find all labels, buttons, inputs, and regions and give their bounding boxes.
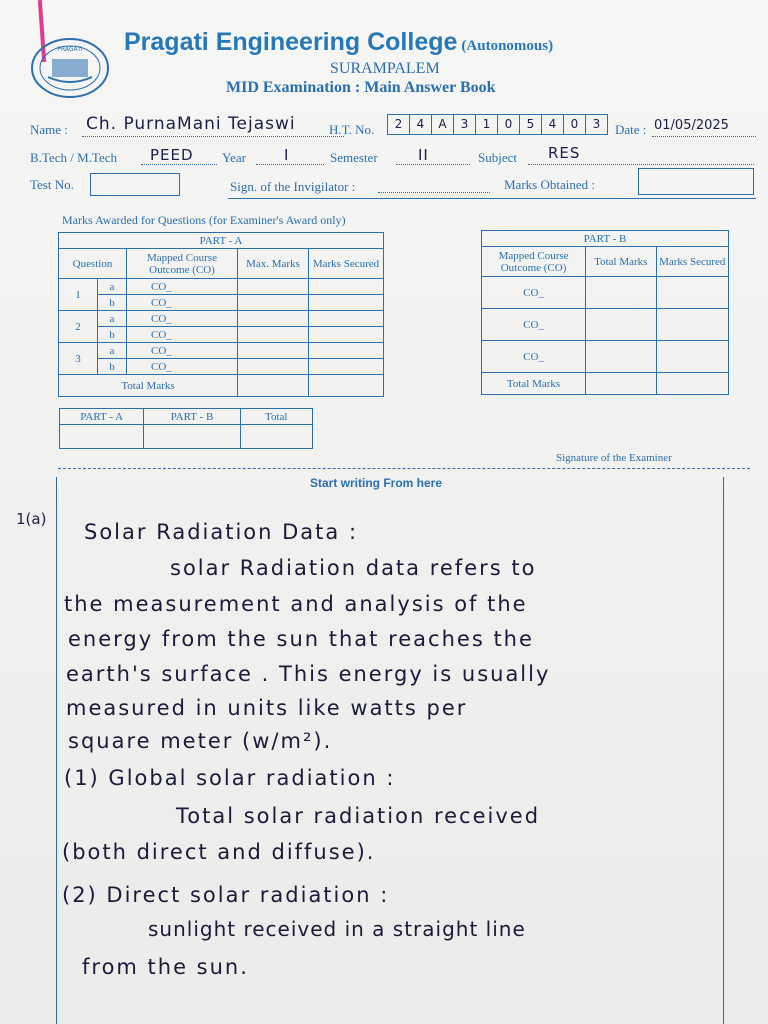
part-a-total-label: Total Marks xyxy=(59,375,238,397)
co-cell: CO_ xyxy=(482,277,586,309)
year-line xyxy=(256,164,324,165)
summary-part-b: PART - B xyxy=(144,409,240,425)
htno-digit: 2 xyxy=(387,114,410,135)
invigilator-line xyxy=(378,192,490,193)
marks-obtained-label: Marks Obtained : xyxy=(504,177,595,192)
htno-digit: 4 xyxy=(409,114,432,135)
answer-line: (2) Direct solar radiation : xyxy=(62,883,390,907)
co-cell: CO_ xyxy=(127,327,238,343)
co-cell: CO_ xyxy=(127,279,238,295)
subject-line xyxy=(528,164,754,165)
q-sub: a xyxy=(98,343,127,359)
co-cell: CO_ xyxy=(482,309,586,341)
summary-table xyxy=(59,408,313,449)
htno-digit: 0 xyxy=(563,114,586,135)
semester-line xyxy=(396,164,470,165)
course-value: PEED xyxy=(150,146,194,164)
col-co: Mapped Course Outcome (CO) xyxy=(127,249,238,279)
answer-line: solar Radiation data refers to xyxy=(170,556,537,580)
college-title: Pragati Engineering College (Autonomous) xyxy=(124,28,554,56)
college-logo-icon xyxy=(30,37,110,99)
part-b-total-label: Total Marks xyxy=(482,373,586,395)
summary-part-a: PART - A xyxy=(60,409,144,425)
summary-total: Total xyxy=(240,409,312,425)
date-line xyxy=(652,136,756,137)
course-label: B.Tech / M.Tech xyxy=(30,150,117,165)
invigilator-label: Sign. of the Invigilator : xyxy=(230,179,356,194)
q-number: 3 xyxy=(59,343,98,375)
header-rule xyxy=(228,198,756,199)
marks-obtained-box xyxy=(638,168,754,195)
q-sub: b xyxy=(98,295,127,311)
col-co: Mapped Course Outcome (CO) xyxy=(482,247,586,277)
q-sub: a xyxy=(98,311,127,327)
htno-digit: 0 xyxy=(497,114,520,135)
q-sub: b xyxy=(98,359,127,375)
q-sub: a xyxy=(98,279,127,295)
part-b-title: PART - B xyxy=(482,231,729,247)
semester-value: II xyxy=(418,146,429,164)
co-cell: CO_ xyxy=(127,343,238,359)
answer-line: the measurement and analysis of the xyxy=(64,592,528,616)
course-line xyxy=(141,164,217,165)
answer-line: earth's surface . This energy is usually xyxy=(66,662,551,686)
htno-digit: 3 xyxy=(453,114,476,135)
col-secured: Marks Secured xyxy=(656,247,729,277)
htno-digit: 3 xyxy=(585,114,608,135)
year-value: I xyxy=(284,146,290,164)
answer-line: measured in units like watts per xyxy=(66,696,468,720)
htno-digit: 5 xyxy=(519,114,542,135)
answer-line: Solar Radiation Data : xyxy=(84,520,359,544)
htno-digit: A xyxy=(431,114,454,135)
col-total: Total Marks xyxy=(586,247,656,277)
date-label: Date : xyxy=(615,122,647,137)
marks-awarded-label: Marks Awarded for Questions (for Examiner's Award only) xyxy=(62,213,346,227)
exam-title: MID Examination : Main Answer Book xyxy=(226,79,496,96)
q-number: 2 xyxy=(59,311,98,343)
col-max: Max. Marks xyxy=(238,249,309,279)
q-number: 1 xyxy=(59,279,98,311)
part-b-table xyxy=(481,230,729,395)
answer-line: energy from the sun that reaches the xyxy=(68,627,534,651)
start-writing-label: Start writing From here xyxy=(310,476,443,490)
location: SURAMPALEM xyxy=(330,60,440,77)
answer-line: sunlight received in a straight line xyxy=(148,917,526,941)
subject-value: RES xyxy=(548,144,581,162)
cut-line xyxy=(58,468,750,469)
col-question: Question xyxy=(59,249,127,279)
name-label: Name : xyxy=(30,122,68,137)
subject-label: Subject xyxy=(478,150,517,165)
answer-line: (both direct and diffuse). xyxy=(62,840,376,864)
answer-line: Total solar radiation received xyxy=(176,804,541,828)
htno-digit: 4 xyxy=(541,114,564,135)
q-sub: b xyxy=(98,327,127,343)
co-cell: CO_ xyxy=(127,311,238,327)
col-secured: Marks Secured xyxy=(309,249,384,279)
htno-boxes xyxy=(387,114,607,135)
examiner-signature-label: Signature of the Examiner xyxy=(556,452,672,464)
semester-label: Semester xyxy=(330,150,378,165)
answer-line: (1) Global solar radiation : xyxy=(64,766,396,790)
part-a-table xyxy=(58,232,384,397)
year-label: Year xyxy=(222,150,246,165)
co-cell: CO_ xyxy=(127,295,238,311)
question-number: 1(a) xyxy=(16,510,47,528)
co-cell: CO_ xyxy=(482,341,586,373)
answer-line: from the sun. xyxy=(82,955,249,979)
htno-label: H.T. No. xyxy=(329,122,375,137)
testno-box xyxy=(90,173,180,196)
testno-label: Test No. xyxy=(30,177,74,192)
co-cell: CO_ xyxy=(127,359,238,375)
htno-digit: 1 xyxy=(475,114,498,135)
part-a-title: PART - A xyxy=(59,233,384,249)
name-value: Ch. PurnaMani Tejaswi xyxy=(86,114,296,134)
answer-line: square meter (w/m²). xyxy=(68,729,333,753)
date-value: 01/05/2025 xyxy=(654,118,729,133)
name-line xyxy=(82,136,344,137)
logo-text: PRAGATI xyxy=(57,46,83,53)
